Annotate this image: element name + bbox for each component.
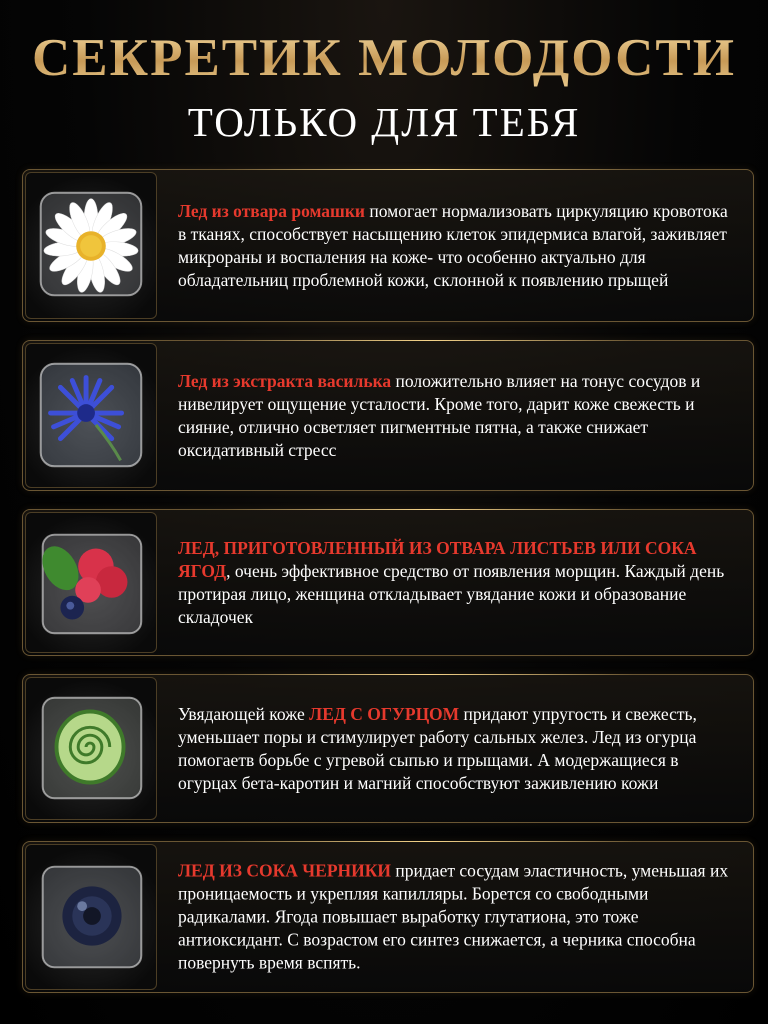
card-text [178,860,739,975]
card-highlight: Лед из отвара ромашки [178,200,365,221]
card-text [178,370,739,462]
card-highlight: Лед из экстракта василька [178,370,392,391]
berries-ice-cube-icon [25,512,157,653]
card-text-after: положительно влияет на тонус сосудов и нивелирует ощущение усталости. Кроме того, дарит коже свежесть и сияние, отлично осветляет пигментные пятна, а также снижает оксидативный стресс [178,370,701,460]
card-highlight: ЛЕД С ОГУРЦОМ [309,703,460,724]
cucumber-ice-cube-icon [25,677,157,820]
card-text-after: , очень эффективное средство от появления морщин. Каждый день протирая лицо, женщина откладывает увядание кожи и образование складочек [178,560,725,627]
card-highlight: ЛЕД, ПРИГОТОВЛЕННЫЙ ИЗ ОТВАРА ЛИСТЬЕВ ИЛИ СОКА ЯГОД [178,537,697,581]
card-highlight: ЛЕД ИЗ СОКА ЧЕРНИКИ [178,860,392,881]
card-text-after: придают упругость и свежесть, уменьшает поры и стимулирует работу сальных желез. Лед из огурца помогаетв борьбе с угревой сыпью и прыщами. А модержащиеся в огурцах бета-каротин и магний способствуют заживлению кожи [178,703,697,793]
card-text [178,537,739,629]
page-subtitle: ТОЛЬКО ДЛЯ ТЕБЯ [187,99,581,145]
info-card-blueberry [22,841,754,993]
cornflower-ice-cube-icon [25,343,157,488]
chamomile-ice-cube-icon [25,172,157,319]
card-text-after: помогает нормализовать циркуляцию кровотока в тканях, способствует насыщению клеток эпидермиса влагой, заживляет микрораны и воспаления на коже- что особенно актуально для обладательниц проблемной кожи, склонной к появлению прыщей [178,200,728,290]
info-card-chamomile [22,169,754,322]
blueberry-ice-cube-icon [25,844,157,990]
info-card-cornflower [22,340,754,491]
info-card-berries [22,509,754,656]
card-text-before: Увядающей коже [178,703,310,724]
card-text [178,703,739,795]
page-title: СЕКРЕТИК МОЛОДОСТИ [0,28,768,88]
info-card-cucumber [22,674,754,823]
card-text [178,200,739,292]
card-text-after: придает сосудам эластичность, уменьшая их проницаемость и укрепляя капилляры. Борется со свободными радикалами. Ягода повышает выработку глутатиона, это тоже антиоксидант. С возрастом его синтез снижается, а черника способна повернуть время вспять. [178,860,729,973]
